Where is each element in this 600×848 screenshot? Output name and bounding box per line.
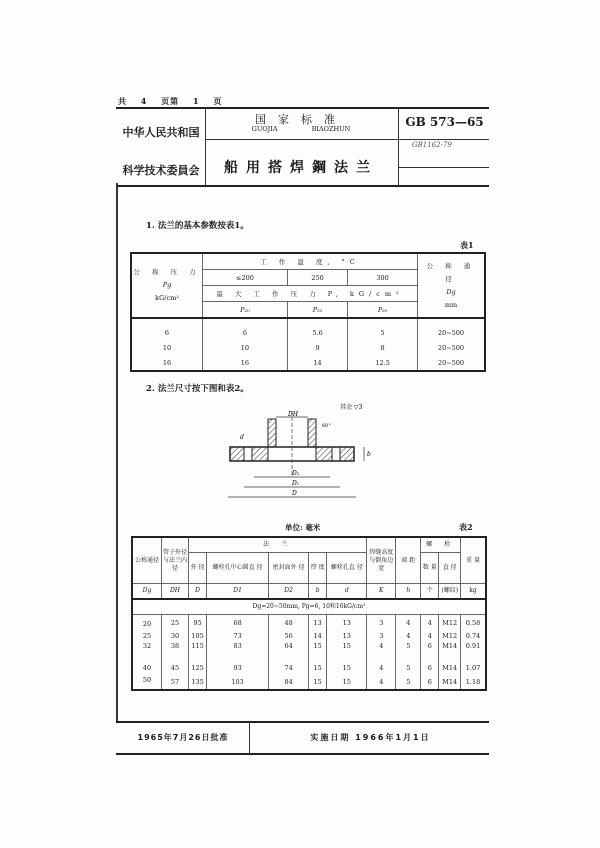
cell: 103 <box>207 674 269 690</box>
cell: 48 <box>269 615 309 631</box>
cell: 16 <box>203 355 288 371</box>
h-pipe: 管子外径与法兰内径 <box>162 537 189 584</box>
table-row <box>132 642 486 662</box>
cell: 15 <box>309 662 327 674</box>
sym: D1 <box>207 584 269 600</box>
h-dn: 公称通径 <box>132 537 162 584</box>
cell: 4 <box>421 615 439 631</box>
cell: 25 <box>162 615 189 631</box>
cell: 40 <box>132 662 162 674</box>
divider <box>398 109 399 185</box>
cell: 15 <box>327 674 367 690</box>
section1-text: 1. 法兰的基本参数按表1。 <box>146 221 249 231</box>
cell: 14 <box>309 630 327 642</box>
h-hole: 螺栓孔直 径 <box>327 553 367 584</box>
cell: 6 <box>421 642 439 662</box>
effective-date: 实施日期 1966年1月1日 <box>310 733 431 742</box>
subheader: Dg=20~50mm, Pg=6, 10和16kG/cm² <box>132 599 486 615</box>
standard-number: GB 573—65 <box>405 115 484 129</box>
h-pressure-unit: kG/cm² <box>155 294 179 302</box>
cell: 84 <box>269 674 309 690</box>
svg-text:D₂: D₂ <box>292 470 300 477</box>
svg-text:DH: DH <box>288 411 299 418</box>
total-label: 共 <box>118 96 127 106</box>
h-dn <box>418 253 486 318</box>
table2-unit: 单位: 毫米 <box>285 523 321 532</box>
svg-text:D: D <box>292 490 297 497</box>
cell: 15 <box>327 662 367 674</box>
cell: 6 <box>131 318 203 340</box>
cell: 4 <box>396 615 421 631</box>
temp-col: ≤200 <box>203 270 288 286</box>
sym: Dg <box>132 584 162 600</box>
sym: D <box>189 584 207 600</box>
h-weld: 焊缝高度与倒角边宽 <box>367 537 396 584</box>
cell: 25 <box>132 630 162 642</box>
cell: 45 <box>162 662 189 674</box>
cell: 13 <box>309 615 327 631</box>
p-sym: P₂₀ <box>203 302 288 319</box>
h-dn-sym: Dg <box>446 287 456 296</box>
table2-label: 表2 <box>459 522 473 532</box>
svg-text:b: b <box>367 451 371 458</box>
cell: 95 <box>189 615 207 631</box>
cell: 12.5 <box>348 355 418 371</box>
cell: 6 <box>421 674 439 690</box>
section2-text: 2. 法兰尺寸按下图和表2。 <box>146 384 249 394</box>
cell: 4 <box>367 662 396 674</box>
h-dn-unit: mm <box>444 300 458 309</box>
page-left-rule <box>116 183 118 721</box>
sym: kg <box>461 584 487 600</box>
temp-col: 300 <box>348 270 418 286</box>
p-sym: P₃₀ <box>348 302 418 319</box>
surface-note: 其余 ▽3 <box>340 404 363 411</box>
cell: 13 <box>327 630 367 642</box>
org-line2: 科学技术委員会 <box>122 164 200 177</box>
cell: M12 <box>439 615 461 631</box>
cell: 6 <box>203 318 288 340</box>
h-gap: 端 距 <box>396 537 421 584</box>
cell: 15 <box>309 674 327 690</box>
h-bc: 螺栓孔中心圆直 径 <box>207 553 269 584</box>
cell: 20~500 <box>418 318 486 340</box>
cell: 38 <box>162 642 189 662</box>
cell: 5 <box>396 674 421 690</box>
cell: 83 <box>207 642 269 662</box>
page-suffix: 页 <box>213 96 223 106</box>
cell: 6 <box>421 662 439 674</box>
document-title: 船用搭焊鋼法兰 <box>224 160 378 176</box>
cell: 15 <box>309 642 327 662</box>
cell: 5.6 <box>287 318 347 340</box>
cell: 4 <box>421 630 439 642</box>
cell: 15 <box>327 642 367 662</box>
cell: 4 <box>367 642 396 662</box>
cell: M14 <box>439 642 461 662</box>
category: 国家标准 <box>255 113 347 126</box>
cell: 4 <box>396 630 421 642</box>
h-pressure-label: 公 称 压 力 <box>133 268 201 276</box>
divider <box>249 723 250 753</box>
cell: 20~500 <box>418 340 486 355</box>
flange-diagram-icon <box>200 395 400 505</box>
cell: 5 <box>396 662 421 674</box>
cell: 57 <box>162 674 189 690</box>
h-od: 外 径 <box>189 553 207 584</box>
sym: K <box>367 584 396 600</box>
cell: 0.58 <box>461 615 487 631</box>
cell: 20~500 <box>418 355 486 371</box>
cell: 68 <box>207 615 269 631</box>
cell: 16 <box>131 355 203 371</box>
h-seal: 密封面外 径 <box>269 553 309 584</box>
page-number: 1 <box>192 96 200 106</box>
cell: 56 <box>269 630 309 642</box>
cell: 10 <box>203 340 288 355</box>
cell: 1.18 <box>461 674 487 690</box>
sym: h <box>396 584 421 600</box>
h-wt: 重 量 <box>461 537 487 584</box>
sym: d <box>327 584 367 600</box>
table-row <box>132 674 486 690</box>
cell: 32 <box>132 642 162 662</box>
document-header <box>116 107 489 187</box>
page-label: 页第 <box>161 96 180 106</box>
document-footer <box>116 721 489 755</box>
flange-drawing <box>200 395 400 505</box>
h-pressure <box>131 253 203 318</box>
p-sym: P₂₅ <box>287 302 347 319</box>
divider <box>205 139 489 140</box>
h-dn-label: 公 称 通 径 <box>426 261 476 283</box>
divider <box>398 167 489 168</box>
cell: M14 <box>439 674 461 690</box>
cell: 73 <box>207 630 269 642</box>
table2 <box>131 536 487 691</box>
cell: 9 <box>287 340 347 355</box>
cell: 30 <box>162 630 189 642</box>
table1 <box>130 252 486 372</box>
cell: 3 <box>367 630 396 642</box>
handwritten-note: GB1162-79 <box>412 141 452 149</box>
svg-text:60°: 60° <box>322 423 331 429</box>
sym: 个 <box>421 584 439 600</box>
cell: 5 <box>348 318 418 340</box>
cell: M14 <box>439 662 461 674</box>
cell: 93 <box>207 662 269 674</box>
cell: 115 <box>189 642 207 662</box>
h-flange: 法 兰 <box>189 537 367 553</box>
cell: 20 <box>132 615 162 631</box>
cell: 74 <box>269 662 309 674</box>
cell: 125 <box>189 662 207 674</box>
cell: M12 <box>439 630 461 642</box>
total-pages: 4 <box>140 96 148 106</box>
cell: 3 <box>367 615 396 631</box>
sym: DH <box>162 584 189 600</box>
h-thk: 厚 度 <box>309 553 327 584</box>
cell: 4 <box>367 674 396 690</box>
h-temp: 工 作 温 度, °C <box>203 253 418 270</box>
h-bolt: 螺 栓 <box>421 537 461 553</box>
h-dia: 直 径 <box>439 553 461 584</box>
temp-col: 250 <box>287 270 347 286</box>
cell: 50 <box>132 674 162 690</box>
table-row <box>132 662 486 674</box>
approval-date: 1965年7月26日批准 <box>137 733 229 742</box>
sym: D2 <box>269 584 309 600</box>
category-pinyin: GUOJIA BIAOZHUN <box>251 125 351 133</box>
table-row <box>132 630 486 642</box>
cell: 14 <box>287 355 347 371</box>
table-row <box>132 615 486 631</box>
cell: 1.07 <box>461 662 487 674</box>
cell: 135 <box>189 674 207 690</box>
svg-text:D₁: D₁ <box>292 480 300 487</box>
cell: 10 <box>131 340 203 355</box>
sym: (螺纹) <box>439 584 461 600</box>
cell: 8 <box>348 340 418 355</box>
sym: b <box>309 584 327 600</box>
cell: 105 <box>189 630 207 642</box>
page-info <box>118 96 232 107</box>
table1-label: 表1 <box>460 240 474 250</box>
cell: 64 <box>269 642 309 662</box>
cell: 0.74 <box>461 630 487 642</box>
cell: 13 <box>327 615 367 631</box>
h-qty: 数 量 <box>421 553 439 584</box>
h-maxp: 最 大 工 作 压 力 P, kG/cm² <box>203 286 418 302</box>
h-pressure-sym: Pg <box>162 281 172 289</box>
cell: 0.91 <box>461 642 487 662</box>
org-line1: 中华人民共和国 <box>122 126 200 139</box>
svg-text:d: d <box>240 434 244 441</box>
cell: 5 <box>396 642 421 662</box>
